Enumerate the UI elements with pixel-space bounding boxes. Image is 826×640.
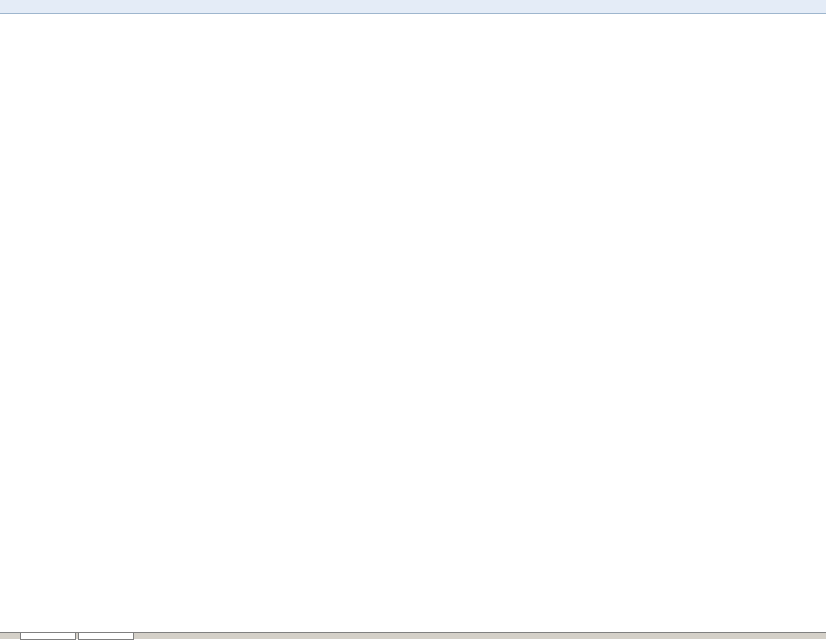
title-row: [0, 14, 826, 38]
column-header-bar: [0, 0, 826, 14]
sheet-tab-bar: [0, 632, 826, 639]
attendance-table: [0, 38, 826, 634]
